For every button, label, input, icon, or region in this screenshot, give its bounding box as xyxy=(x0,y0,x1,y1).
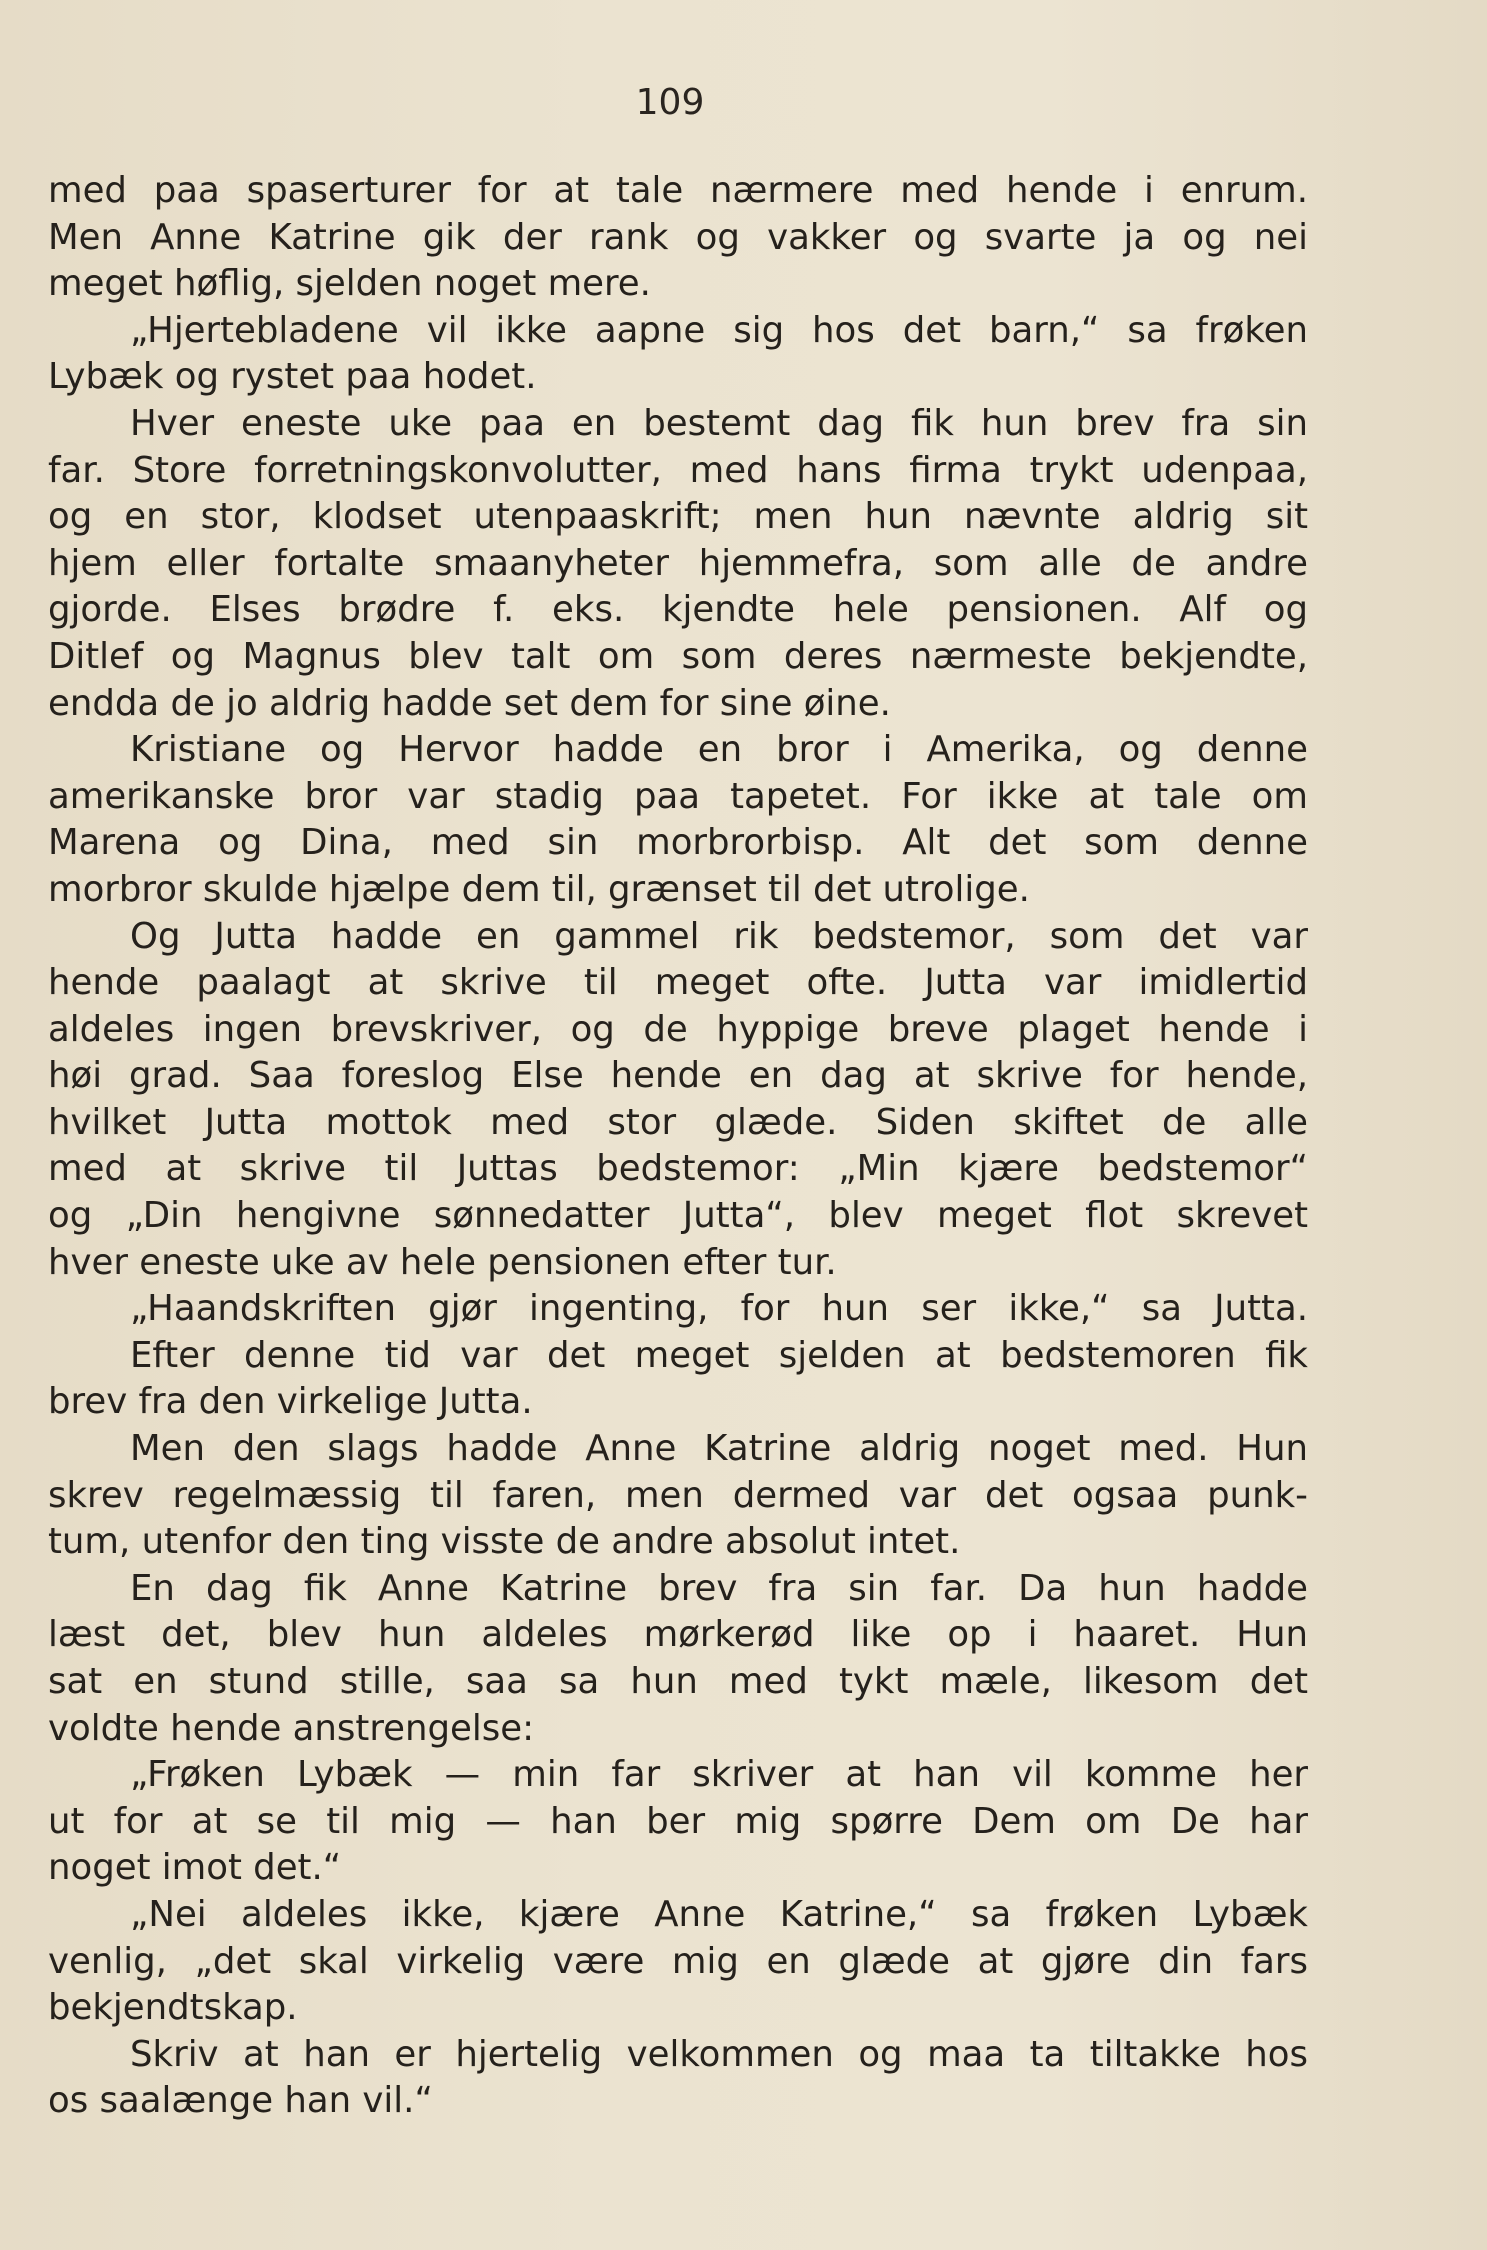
text-line: hjem eller fortalte smaanyheter hjemmefra, som alle de andre xyxy=(48,542,1308,584)
text-line: endda de jo aldrig hadde set dem for sine øine. xyxy=(48,682,891,724)
text-line: hver eneste uke av hele pensionen efter tur. xyxy=(48,1241,837,1283)
text-line: „Nei aldeles ikke, kjære Anne Katrine,“ sa frøken Lybæk xyxy=(130,1893,1308,1935)
text-line: brev fra den virkelige Jutta. xyxy=(48,1381,533,1423)
text-line: Lybæk og rystet paa hodet. xyxy=(48,356,537,398)
text-line: morbror skulde hjælpe dem til, grænset til det utrolige. xyxy=(48,868,1030,910)
text-line: skrev regelmæssig til faren, men dermed var det ogsaa punk- xyxy=(48,1474,1308,1516)
body-text xyxy=(48,168,1308,2125)
text-line: høi grad. Saa foreslog Else hende en dag at skrive for hende, xyxy=(48,1055,1308,1097)
text-line: „Frøken Lybæk — min far skriver at han vil komme her xyxy=(130,1754,1308,1796)
text-line: og „Din hengivne sønnedatter Jutta“, blev meget flot skrevet xyxy=(48,1195,1308,1237)
text-line: tum, utenfor den ting visste de andre absolut intet. xyxy=(48,1521,961,1563)
text-line: aldeles ingen brevskriver, og de hyppige breve plaget hende i xyxy=(48,1008,1308,1050)
text-line: ut for at se til mig — han ber mig spørre Dem om De har xyxy=(48,1800,1308,1842)
text-line: os saalænge han vil.“ xyxy=(48,2080,433,2122)
text-line: bekjendtskap. xyxy=(48,1987,298,2029)
text-line: Men Anne Katrine gik der rank og vakker og svarte ja og nei xyxy=(48,216,1308,258)
text-line: hende paalagt at skrive til meget ofte. Jutta var imidlertid xyxy=(48,962,1308,1004)
text-line: Ditlef og Magnus blev talt om som deres nærmeste bekjendte, xyxy=(48,635,1308,677)
text-line: far. Store forretningskonvolutter, med hans firma trykt udenpaa, xyxy=(48,449,1308,491)
text-line: Marena og Dina, med sin morbrorbisp. Alt det som denne xyxy=(48,822,1308,864)
text-line: venlig, „det skal virkelig være mig en glæde at gjøre din fars xyxy=(48,1940,1308,1982)
text-line: og en stor, klodset utenpaaskrift; men hun nævnte aldrig sit xyxy=(48,496,1308,538)
text-line: sat en stund stille, saa sa hun med tykt mæle, likesom det xyxy=(48,1661,1308,1702)
text-line: voldte hende anstrengelse: xyxy=(48,1707,535,1749)
text-line: meget høflig, sjelden noget mere. xyxy=(48,263,651,305)
text-line: med at skrive til Juttas bedstemor: „Min kjære bedstemor“ xyxy=(48,1148,1308,1190)
text-line: Skriv at han er hjertelig velkommen og maa ta tiltakke hos xyxy=(130,2033,1308,2075)
text-line: gjorde. Elses brødre f. eks. kjendte hele pensionen. Alf og xyxy=(48,589,1308,631)
text-line: noget imot det.“ xyxy=(48,1847,342,1889)
text-line: „Hjertebladene vil ikke aapne sig hos det barn,“ sa frøken xyxy=(130,309,1308,351)
text-line: Kristiane og Hervor hadde en bror i Amerika, og denne xyxy=(130,729,1308,771)
text-line: Hver eneste uke paa en bestemt dag fik hun brev fra sin xyxy=(130,402,1308,444)
text-line: „Haandskriften gjør ingenting, for hun ser ikke,“ sa Jutta. xyxy=(130,1288,1308,1330)
text-line: amerikanske bror var stadig paa tapetet. For ikke at tale om xyxy=(48,775,1308,817)
text-line: Og Jutta hadde en gammel rik bedstemor, som det var xyxy=(130,915,1308,957)
text-line: Efter denne tid var det meget sjelden at bedstemoren fik xyxy=(130,1334,1308,1376)
page-number: 109 xyxy=(635,82,705,123)
text-line: læst det, blev hun aldeles mørkerød like op i haaret. Hun xyxy=(48,1614,1308,1656)
text-line: En dag fik Anne Katrine brev fra sin far. Da hun hadde xyxy=(130,1567,1308,1609)
text-line: Men den slags hadde Anne Katrine aldrig noget med. Hun xyxy=(130,1428,1308,1470)
text-line: med paa spaserturer for at tale nærmere med hende i enrum. xyxy=(48,170,1308,211)
text-line: hvilket Jutta mottok med stor glæde. Siden skiftet de alle xyxy=(48,1101,1308,1143)
